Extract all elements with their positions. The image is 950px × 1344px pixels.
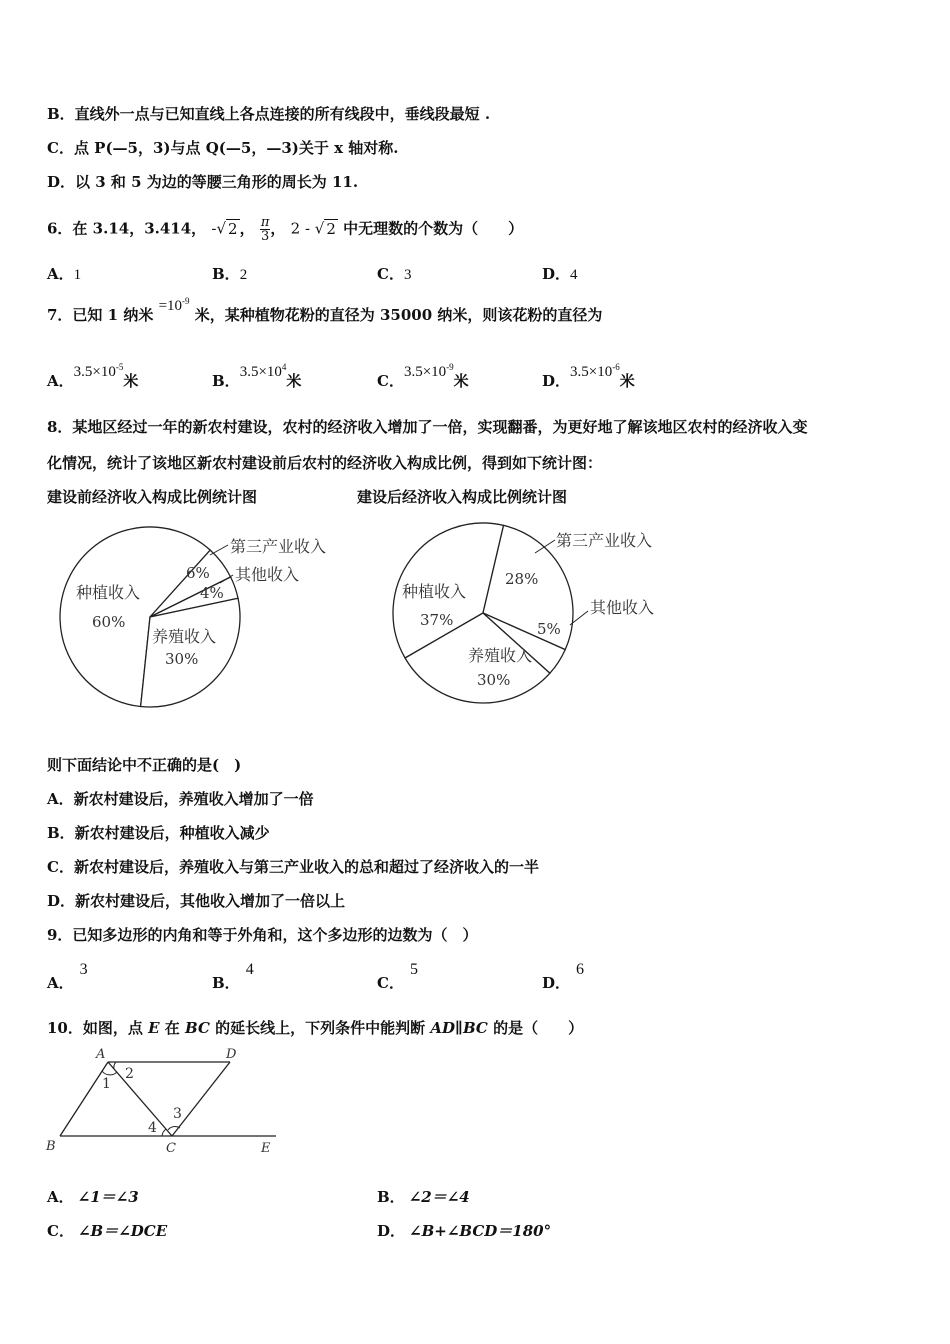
q6-suffix: 中无理数的个数为（ ） xyxy=(343,219,524,238)
pie-before-label-other: 其他收入 xyxy=(235,565,300,584)
q10-figure-parallelogram xyxy=(40,1042,290,1162)
angle-4: 4 xyxy=(148,1120,157,1136)
chart1-title: 建设前经济收入构成比例统计图 xyxy=(47,488,258,506)
q6-two-minus-sqrt2: 2 - √ 2 xyxy=(290,219,336,238)
q7-option-b: B．$3.5\times 10^4$米 xyxy=(212,362,302,390)
q10-stem: 10．如图，点 E 在 BC 的延长线上，下列条件中能判断 AD∥BC 的是（ ） xyxy=(47,1019,584,1037)
q8-option-c: C．新农村建设后，养殖收入与第三产业收入的总和超过了经济收入的一半 xyxy=(47,858,539,876)
q10-option-b: B． ∠2＝∠4 xyxy=(377,1188,470,1206)
q9-stem: 9．已知多边形的内角和等于外角和，这个多边形的边数为（ ） xyxy=(47,926,478,944)
pie-after-label-planting: 种植收入 xyxy=(402,582,467,601)
pie-after-label-service: 第三产业收入 xyxy=(556,531,653,550)
side-ab xyxy=(60,1062,108,1136)
q6-option-d: D．4 xyxy=(542,265,578,283)
pie-after-pct-service: 28% xyxy=(505,570,539,588)
q10-option-c: C． ∠B＝∠DCE xyxy=(47,1222,168,1240)
pie-after-pct-planting: 37% xyxy=(420,611,454,629)
chart2-title: 建设后经济收入构成比例统计图 xyxy=(357,488,568,506)
q8-line1: 8．某地区经过一年的新农村建设，农村的经济收入增加了一倍，实现翻番，为更好地了解该地区农村的经济收入变 xyxy=(47,418,808,436)
q7-option-d: D．$3.5\times 10^{-6}$米 xyxy=(542,362,635,390)
q6-option-b: B．2 xyxy=(212,265,248,283)
q7-option-a: A．$3.5\times 10^{-5}$米 xyxy=(47,362,139,390)
q6-stem: 6．在 3.14，3.414， -√ 2 ， $\frac{\pi}{3}$ ， 2 - √ 2 中无理数的个数为（ ） xyxy=(47,215,524,244)
q9-option-d: D．6 xyxy=(542,961,585,992)
q9-option-b: B．4 xyxy=(212,961,254,992)
pie-before-pct-breeding: 30% xyxy=(165,650,199,668)
q6-pi-over-3: $\frac{\pi}{3}$ xyxy=(260,215,270,244)
pie-before-slices xyxy=(60,527,240,707)
q5-option-b: B．直线外一点与已知直线上各点连接的所有线段中，垂线段最短 . xyxy=(47,105,491,123)
vertex-a: A xyxy=(96,1047,106,1062)
side-dc xyxy=(172,1062,230,1136)
pie-before-label-planting: 种植收入 xyxy=(76,583,141,602)
pie-before-pct-planting: 60% xyxy=(92,613,126,631)
pie-after-label-other: 其他收入 xyxy=(590,598,655,617)
pie-before-pct-other: 4% xyxy=(200,584,224,602)
pie-chart-after xyxy=(380,515,700,725)
angle-1: 1 xyxy=(102,1076,111,1092)
q8-question: 则下面结论中不正确的是( ) xyxy=(47,756,242,774)
vertex-c: C xyxy=(166,1141,176,1156)
q10-option-a: A． ∠1＝∠3 xyxy=(47,1188,139,1206)
pie-after-pct-breeding: 30% xyxy=(477,671,511,689)
q5-option-d: D．以 3 和 5 为边的等腰三角形的周长为 11. xyxy=(47,173,359,191)
angle-3: 3 xyxy=(173,1106,182,1122)
angle-2: 2 xyxy=(125,1066,134,1082)
q8-option-a: A．新农村建设后，养殖收入增加了一倍 xyxy=(47,790,314,808)
q6-option-a: A．1 xyxy=(47,265,82,283)
q7-eq: $=10^{-9}$ xyxy=(158,296,190,314)
q8-line2: 化情况，统计了该地区新农村建设前后农村的经济收入构成比例，得到如下统计图： xyxy=(47,454,603,472)
q6-prefix: 6．在 3.14，3.414， xyxy=(47,219,207,238)
pie-before-label-service: 第三产业收入 xyxy=(230,537,327,556)
pie-after-pct-other: 5% xyxy=(537,620,561,638)
pie-before-pct-service: 6% xyxy=(186,564,210,582)
pie-chart-before xyxy=(40,515,360,725)
q9-option-a: A．3 xyxy=(47,961,88,992)
q8-option-d: D．新农村建设后，其他收入增加了一倍以上 xyxy=(47,892,346,910)
q7-option-c: C．$3.5\times 10^{-9}$米 xyxy=(377,362,469,390)
q10-option-d: D． ∠B+∠BCD＝180° xyxy=(377,1222,552,1240)
diagonal-ac xyxy=(108,1062,172,1136)
q9-option-c: C．5 xyxy=(377,961,418,992)
q5-option-c: C．点 P(—5，3)与点 Q(—5，—3)关于 x 轴对称. xyxy=(47,139,399,157)
q8-option-b: B．新农村建设后，种植收入减少 xyxy=(47,824,270,842)
pie-after-label-breeding: 养殖收入 xyxy=(468,646,533,665)
vertex-e: E xyxy=(261,1141,271,1156)
q6-option-c: C．3 xyxy=(377,265,412,283)
q6-neg-sqrt2: -√ 2 xyxy=(211,219,238,238)
pie-before-label-breeding: 养殖收入 xyxy=(152,627,217,646)
vertex-b: B xyxy=(46,1139,56,1154)
q7-stem: 7．已知 1 纳米 $=10^{-9}$ 米，某种植物花粉的直径为 35000 纳米，则该花粉的直径为 xyxy=(47,296,603,324)
vertex-d: D xyxy=(226,1047,237,1062)
